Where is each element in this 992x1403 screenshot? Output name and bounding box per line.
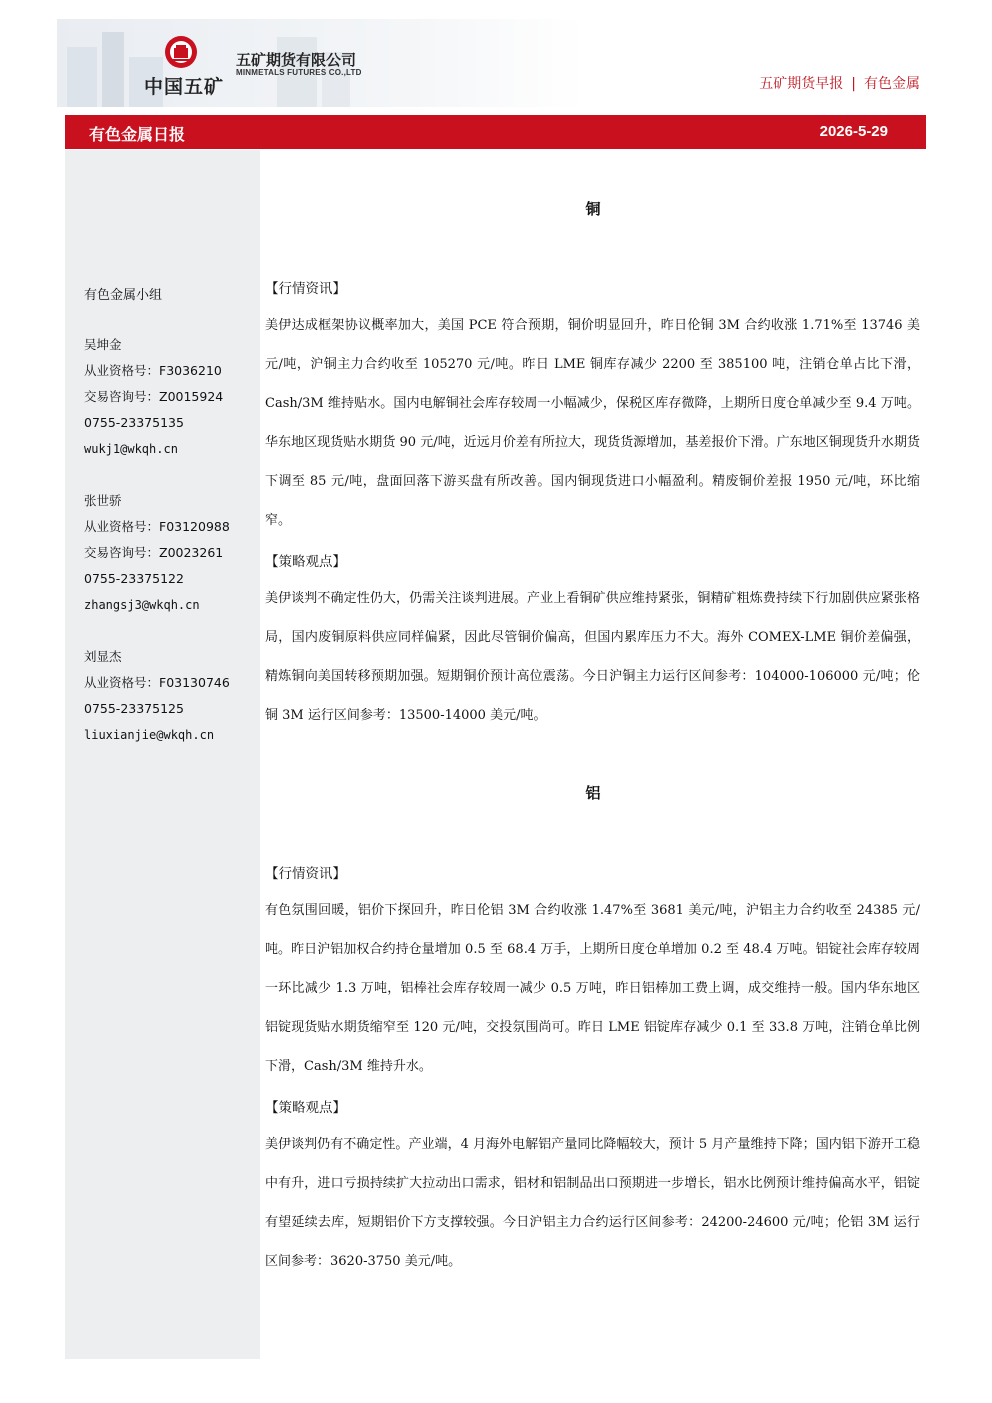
analyst-email[interactable]: wukj1@wkqh.cn [84, 442, 178, 456]
section-title-copper: 铜 [585, 200, 601, 218]
analyst-phone: 0755-23375125 [84, 701, 184, 716]
analyst-consult-id: 交易咨询号：Z0015924 [84, 389, 224, 404]
company-name-en: MINMETALS FUTURES CO.,LTD [236, 68, 362, 77]
copper-strategy-paragraph: 美伊谈判不确定性仍大，仍需关注谈判进展。产业上看铜矿供应维持紧张，铜精矿粗炼费持续下行加剧供应紧张格局，国内废铜原料供应同样偏紧，因此尽管铜价偏高，但国内累库压力不大。海外 COMEX-LME 铜价差偏强，精炼铜向美国转移预期加强。短期铜价预计高位震荡。今日沪铜主力运行区间参考：104000-106000 元/吨；伦铜 3M 运行区间参考：13500-14000 美元/吨。 [265, 591, 920, 723]
copper-news-paragraph: 美伊达成框架协议概率加大，美国 PCE 符合预期，铜价明显回升，昨日伦铜 3M 合约收涨 1.71%至 13746 美元/吨，沪铜主力合约收至 105270 元/吨。昨日 LME 铜库存减少 2200 至 385100 吨，注销仓单占比下滑，Cash/3M 维持贴水。国内电解铜社会库存较周一小幅减少，保税区库存微降，上期所日度仓单减少至 9.4 万吨。华东地区现货贴水期货 90 元/吨，近远月价差有所拉大，现货货源增加，基差报价下滑。广东地区铜现货升水期货下调至 85 元/吨，盘面回落下游买盘有所改善。国内铜现货进口小幅盈利。精废铜价差报 1950 元/吨，环比缩窄。 [265, 318, 920, 528]
analyst-name: 吴坤金 [84, 337, 122, 352]
analyst-license: 从业资格号：F03130746 [84, 675, 230, 690]
company-name-cn: 五矿期货有限公司 [236, 51, 357, 69]
strategy-label: 【策略观点】 [265, 1100, 346, 1116]
title-bar [65, 115, 926, 149]
strategy-label: 【策略观点】 [265, 554, 346, 570]
news-label: 【行情资讯】 [265, 866, 346, 882]
minmetals-logo-icon [163, 34, 199, 70]
analyst-email[interactable]: liuxianjie@wkqh.cn [84, 728, 215, 742]
analyst-phone: 0755-23375135 [84, 415, 184, 430]
analyst-phone: 0755-23375122 [84, 571, 184, 586]
analyst-license: 从业资格号：F3036210 [84, 363, 222, 378]
header-report-info [759, 73, 920, 93]
analyst-card [84, 332, 223, 462]
analyst-email[interactable]: zhangsj3@wkqh.cn [84, 598, 200, 612]
header-separator: | [851, 76, 856, 92]
aluminium-strategy-paragraph: 美伊谈判仍有不确定性。产业端，4 月海外电解铝产量同比降幅较大，预计 5 月产量维持下降；国内铝下游开工稳中有升，进口亏损持续扩大拉动出口需求，铝材和铝制品出口预期进一步增长，铝水比例预计维持偏高水平，铝锭有望延续去库，短期铝价下方支撑较强。今日沪铝主力合约运行区间参考：24200-24600 元/吨；伦铝 3M 运行区间参考：3620-3750 美元/吨。 [265, 1137, 920, 1269]
aluminium-news-paragraph: 有色氛围回暖，铝价下探回升，昨日伦铝 3M 合约收涨 1.47%至 3681 美元/吨，沪铝主力合约收至 24385 元/吨。昨日沪铝加权合约持仓量增加 0.5 至 68.4 万手，上期所日度仓单增加 0.2 至 48.4 万吨。铝锭社会库存较周一环比减少 1.3 万吨，铝棒社会库存较周一减少 0.5 万吨，昨日铝棒加工费上调，成交维持一般。国内华东地区铝锭现货贴水期货缩窄至 120 元/吨，交投氛围尚可。昨日 LME 铝锭库存减少 0.1 至 33.8 万吨，注销仓单比例下滑，Cash/3M 维持升水。 [265, 903, 920, 1074]
analyst-license: 从业资格号：F03120988 [84, 519, 230, 534]
team-name: 有色金属小组 [84, 288, 163, 303]
logo-text: 中国五矿 [144, 76, 225, 98]
section-title-aluminium: 铝 [585, 784, 601, 802]
report-name: 五矿期货早报 [759, 76, 844, 92]
report-date: 2026-5-29 [819, 123, 888, 140]
analyst-name: 刘显杰 [84, 649, 122, 664]
analyst-card [84, 644, 230, 748]
analyst-name: 张世骄 [84, 493, 122, 508]
news-label: 【行情资讯】 [265, 281, 346, 297]
report-category: 有色金属 [864, 76, 920, 92]
analyst-consult-id: 交易咨询号：Z0023261 [84, 545, 224, 560]
report-title: 有色金属日报 [89, 125, 186, 144]
analyst-card [84, 488, 230, 618]
